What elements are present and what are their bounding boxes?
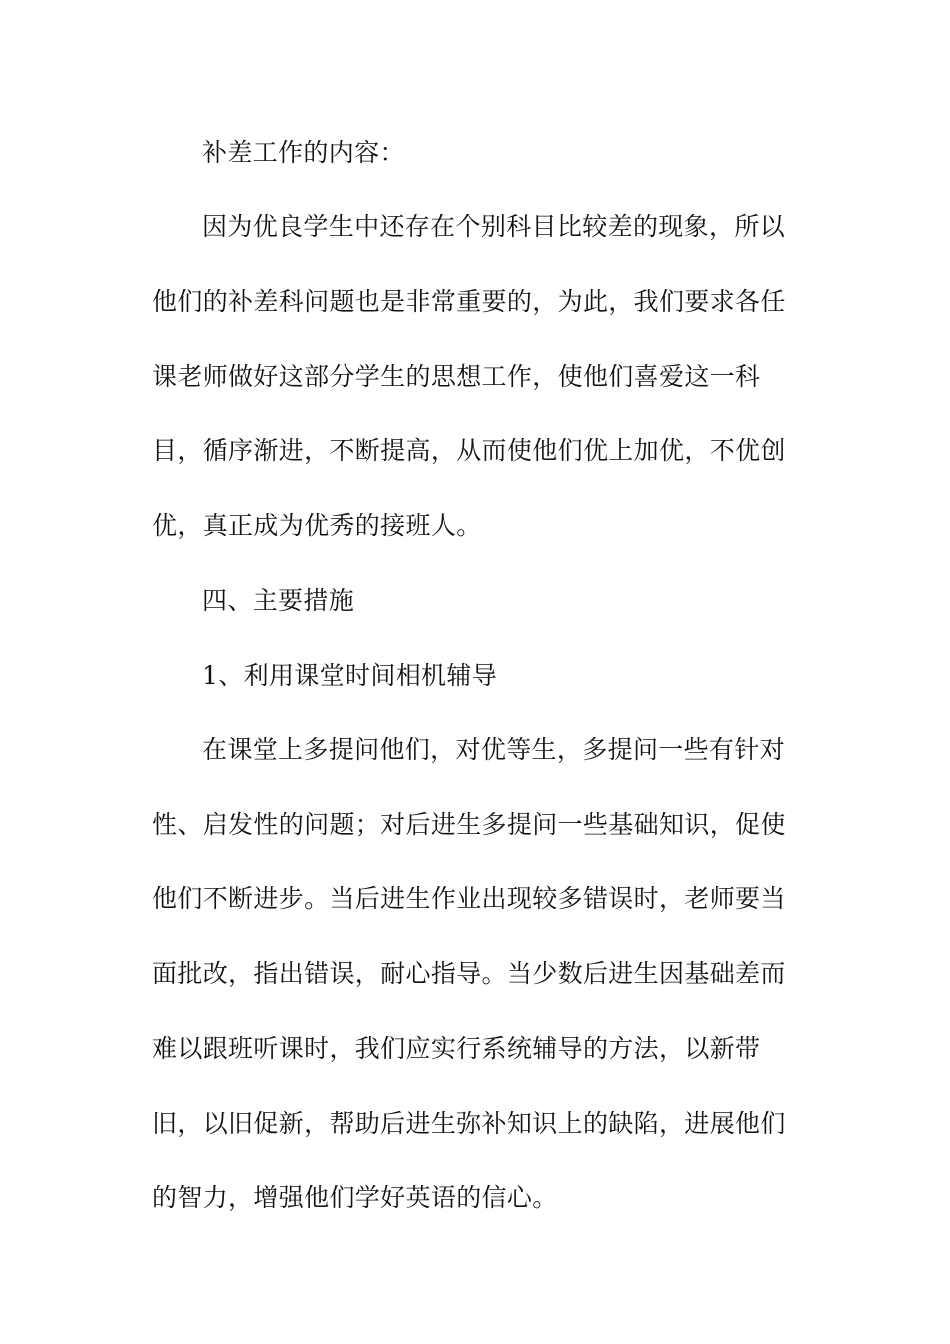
paragraph-line: 目，循序渐进，不断提高，从而使他们优上加优，不优创 xyxy=(152,436,786,465)
subsection-heading: 1、利用课堂时间相机辅导 xyxy=(202,661,498,690)
paragraph-line: 面批改，指出错误，耐心指导。当少数后进生因基础差而 xyxy=(152,959,786,988)
paragraph-line: 课老师做好这部分学生的思想工作，使他们喜爱这一科 xyxy=(152,362,761,391)
paragraph-line: 他们不断进步。当后进生作业出现较多错误时，老师要当 xyxy=(152,884,786,913)
paragraph-line: 性、启发性的问题；对后进生多提问一些基础知识，促使 xyxy=(152,810,786,839)
paragraph-line: 在课堂上多提问他们，对优等生，多提问一些有针对 xyxy=(202,735,786,764)
paragraph-line: 优，真正成为优秀的接班人。 xyxy=(152,511,482,540)
paragraph-heading-line: 补差工作的内容： xyxy=(202,138,405,167)
paragraph-line: 旧，以旧促新，帮助后进生弥补知识上的缺陷，进展他们 xyxy=(152,1109,786,1138)
paragraph-line: 难以跟班听课时，我们应实行系统辅导的方法，以新带 xyxy=(152,1034,761,1063)
paragraph-line: 因为优良学生中还存在个别科目比较差的现象，所以 xyxy=(202,212,786,241)
paragraph-line: 他们的补差科问题也是非常重要的，为此，我们要求各任 xyxy=(152,287,786,316)
section-heading: 四、主要措施 xyxy=(202,586,355,615)
paragraph-line: 的智力，增强他们学好英语的信心。 xyxy=(152,1183,558,1212)
